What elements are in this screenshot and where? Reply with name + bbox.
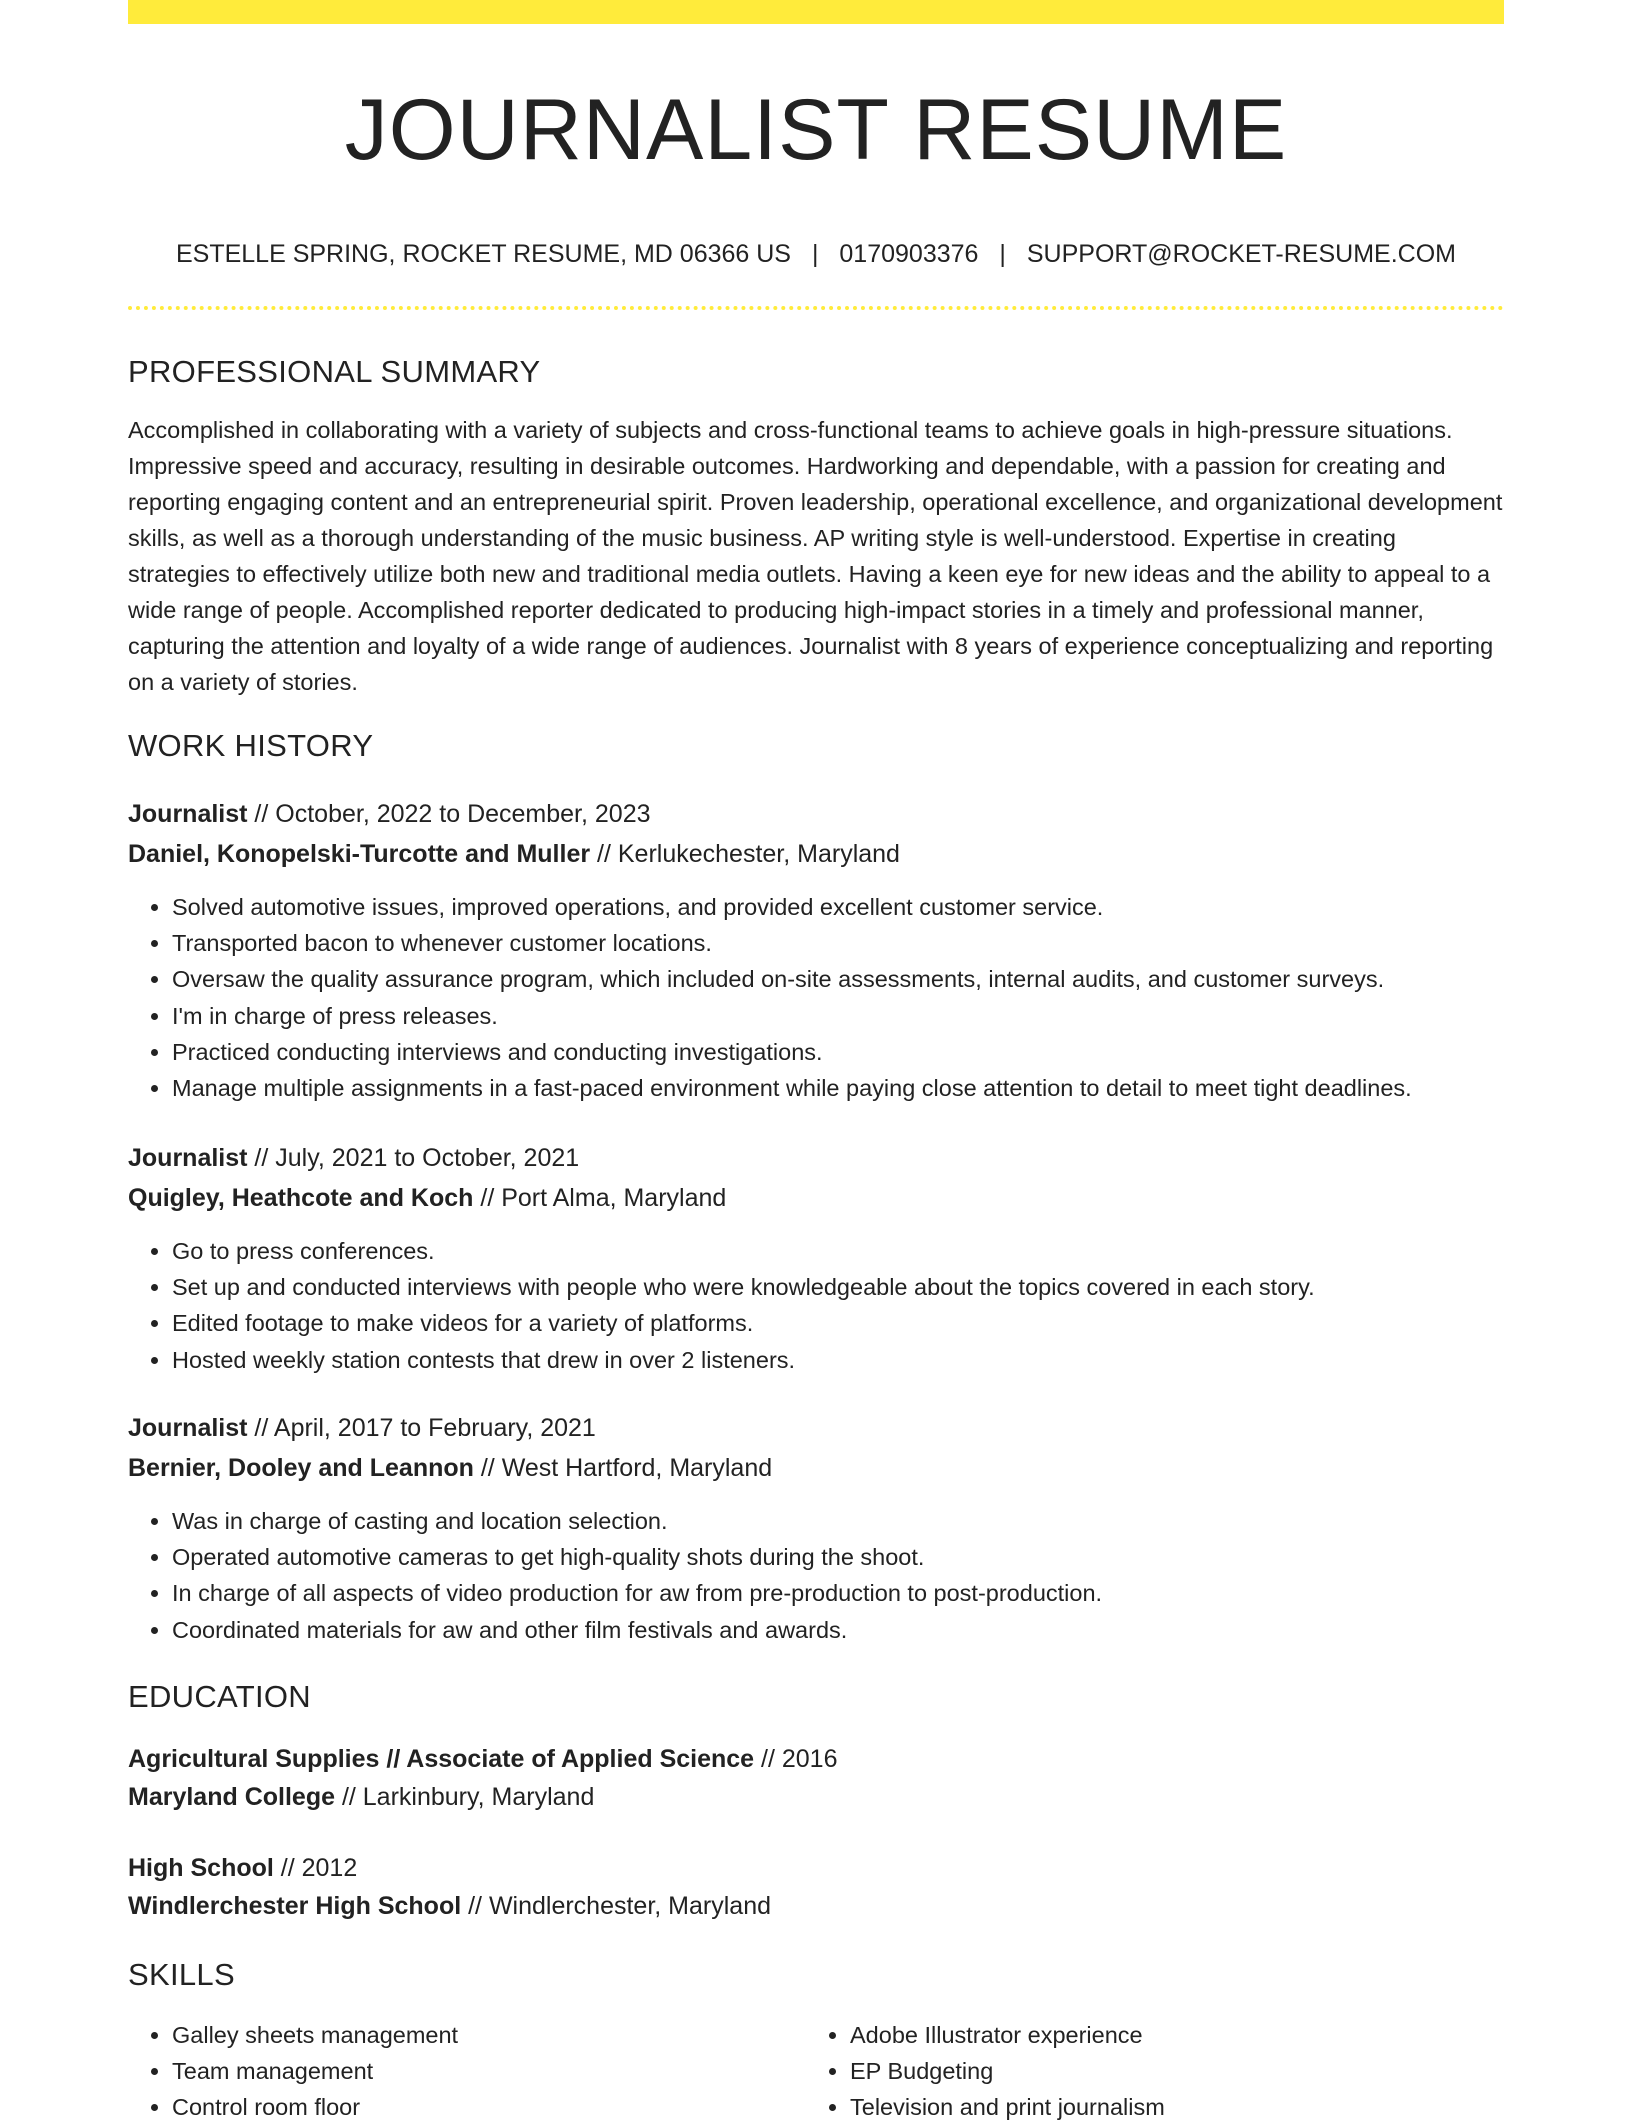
job-location: // Kerlukechester, Maryland	[590, 840, 900, 868]
list-item: • EP Budgeting	[850, 2053, 1490, 2089]
education-degree-line	[128, 1850, 357, 1886]
contact-separator: |	[811, 240, 819, 268]
job-title-line	[128, 1410, 596, 1446]
skills-list-right	[806, 2017, 1490, 2125]
job-title: Journalist	[128, 800, 248, 828]
list-item: • Galley sheets management	[172, 2017, 812, 2053]
job-company: Bernier, Dooley and Leannon	[128, 1454, 474, 1482]
job-company-line	[128, 1180, 726, 1216]
list-item: • Coordinated materials for aw and other film festivals and awards.	[172, 1612, 1548, 1648]
education-degree: Agricultural Supplies // Associate of Applied Science	[128, 1745, 755, 1773]
job-title: Journalist	[128, 1144, 248, 1172]
education-heading: EDUCATION	[128, 1679, 311, 1714]
job-dates: // October, 2022 to December, 2023	[247, 800, 651, 828]
job-dates: // July, 2021 to October, 2021	[247, 1144, 580, 1172]
education-school-line	[128, 1888, 771, 1924]
contact-separator: |	[999, 240, 1006, 268]
summary-text: Accomplished in collaborating with a variety of subjects and cross-functional teams to achieve goals in high-pressure situations. Impressive speed and accuracy, resulting in desirable outcomes. Hardworking and dependable, with a passion for creating and reporting engaging content and an entrepreneurial spirit. Proven leadership, operational excellence, and organizational development skills, as well as a thorough understanding of the music business. AP writing style is well-understood. Expertise in creating strategies to effectively utilize both new and traditional media outlets. Having a keen eye for new ideas and the ability to appeal to a wide range of people. Accomplished reporter dedicated to producing high-impact stories in a timely and professional manner, capturing the attention and loyalty of a wide range of audiences. Journalist with 8 years of experience conceptualizing and reporting on a variety of stories.	[128, 417, 1503, 695]
list-item: • Was in charge of casting and location selection.	[172, 1503, 1548, 1539]
list-item: • Edited footage to make videos for a variety of platforms.	[172, 1305, 1548, 1341]
list-item: • Hosted weekly station contests that drew in over 2 listeners.	[172, 1342, 1548, 1378]
list-item: • Solved automotive issues, improved operations, and provided excellent customer service.	[172, 889, 1548, 925]
job-title-line	[128, 1140, 579, 1176]
contact-address: ESTELLE SPRING, ROCKET RESUME, MD 06366 US	[175, 240, 791, 268]
list-item: • In charge of all aspects of video production for aw from pre-production to post-production.	[172, 1575, 1548, 1611]
job-company-line	[128, 836, 900, 872]
contact-phone: 0170903376	[839, 240, 979, 268]
job-bullets	[128, 889, 1548, 1106]
list-item: • Control room floor	[172, 2089, 812, 2125]
job-dates: // April, 2017 to February, 2021	[247, 1414, 596, 1442]
education-year: // 2012	[273, 1854, 358, 1882]
job-title: Journalist	[128, 1414, 248, 1442]
education-location: // Larkinbury, Maryland	[335, 1783, 595, 1811]
list-item: • Oversaw the quality assurance program, which included on-site assessments, internal audits, and customer surveys.	[172, 961, 1548, 997]
list-item: • Transported bacon to whenever customer locations.	[172, 925, 1548, 961]
work-history-heading: WORK HISTORY	[128, 728, 374, 763]
list-item: • Set up and conducted interviews with people who were knowledgeable about the topics covered in each story.	[172, 1269, 1548, 1305]
education-school-line	[128, 1779, 594, 1815]
job-company: Daniel, Konopelski-Turcotte and Muller	[128, 840, 591, 868]
header-divider	[128, 306, 1504, 310]
education-school: Maryland College	[128, 1783, 335, 1811]
list-item: • I'm in charge of press releases.	[172, 998, 1548, 1034]
list-item: • Go to press conferences.	[172, 1233, 1548, 1269]
job-bullets	[128, 1503, 1548, 1648]
job-location: // Port Alma, Maryland	[473, 1184, 727, 1212]
job-company-line	[128, 1450, 772, 1486]
list-item: • Television and print journalism	[850, 2089, 1490, 2125]
skills-heading: SKILLS	[128, 1957, 235, 1992]
list-item: • Adobe Illustrator experience	[850, 2017, 1490, 2053]
contact-email: SUPPORT@ROCKET-RESUME.COM	[1026, 240, 1456, 268]
education-year: // 2016	[754, 1745, 838, 1773]
education-location: // Windlerchester, Maryland	[461, 1892, 771, 1920]
resume-title: JOURNALIST RESUME	[344, 82, 1288, 178]
job-title-line	[128, 796, 651, 832]
summary-heading: PROFESSIONAL SUMMARY	[128, 354, 541, 389]
list-item: • Manage multiple assignments in a fast-paced environment while paying close attention to detail to meet tight deadlines.	[172, 1070, 1548, 1106]
contact-line	[128, 236, 1504, 272]
education-degree: High School	[128, 1854, 274, 1882]
job-company: Quigley, Heathcote and Koch	[128, 1184, 474, 1212]
skills-list-left	[128, 2017, 812, 2125]
accent-top-bar	[128, 0, 1504, 24]
list-item: • Team management	[172, 2053, 812, 2089]
job-location: // West Hartford, Maryland	[473, 1454, 773, 1482]
job-bullets	[128, 1233, 1548, 1378]
education-school: Windlerchester High School	[128, 1892, 462, 1920]
list-item: • Operated automotive cameras to get high-quality shots during the shoot.	[172, 1539, 1548, 1575]
education-degree-line	[128, 1741, 837, 1777]
list-item: • Practiced conducting interviews and conducting investigations.	[172, 1034, 1548, 1070]
